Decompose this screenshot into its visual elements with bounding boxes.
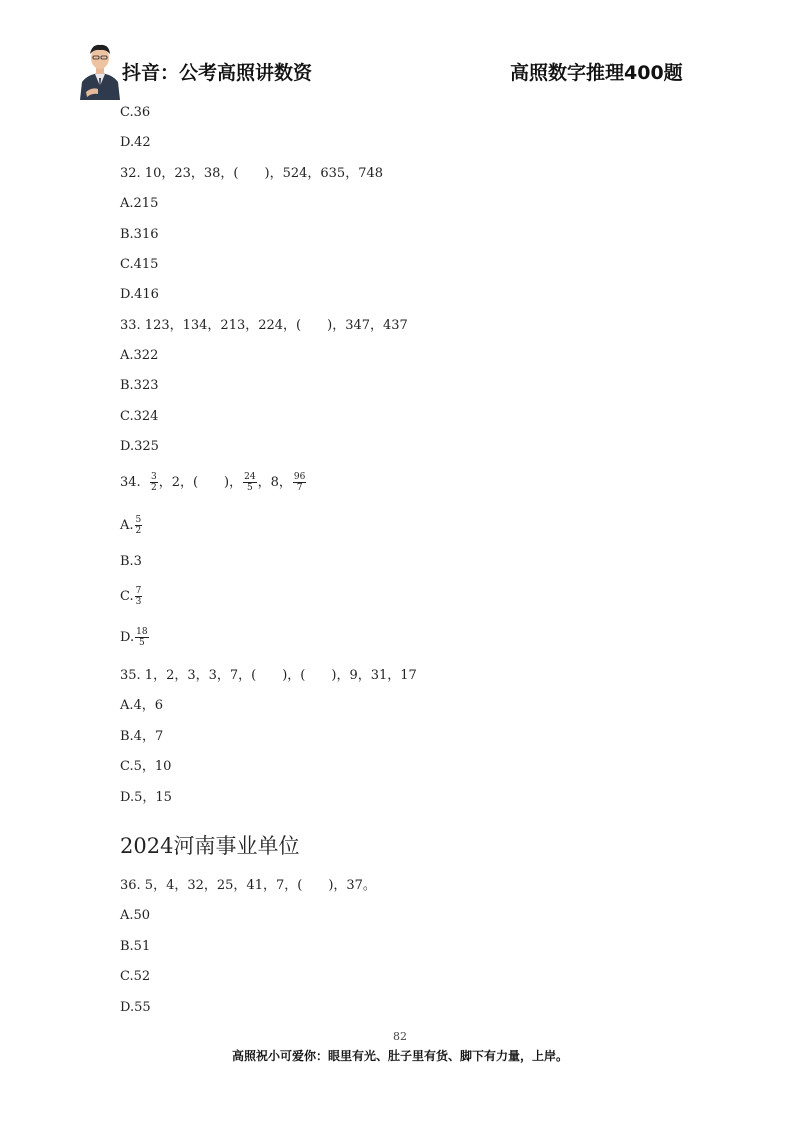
question-33: 33. 123，134，213，224，( )，347，437 [120,318,408,333]
option-b-36: B.51 [120,939,151,954]
option-c-32: C.415 [120,257,159,272]
fraction: $\frac{24}{5}$ [244,472,256,493]
fraction: $\frac{5}{2}$ [135,515,142,536]
author-avatar [78,42,122,100]
option-a-32: A.215 [120,196,159,211]
fraction: $\frac{7}{3}$ [135,586,142,607]
option-c-34: C. $\frac{7}{3}$ [120,586,142,607]
option-c-31: C.36 [120,105,151,120]
option-c-33: C.324 [120,409,159,424]
option-a-36: A.50 [120,908,151,923]
option-a-33: A.322 [120,348,159,363]
option-d-32: D.416 [120,287,159,302]
question-34-number: 34. [120,475,141,490]
option-b-32: B.316 [120,227,159,242]
option-d-31: D.42 [120,135,151,150]
option-c-36: C.52 [120,969,151,984]
header-book-title: 高照数字推理400题 [510,62,683,84]
option-c-35: C.5，10 [120,759,172,774]
fraction: $\frac{96}{7}$ [293,472,306,493]
question-36: 36. 5，4，32，25，41，7，( )，37。 [120,878,376,893]
option-d-36: D.55 [120,1000,151,1015]
footer-slogan: 高照祝小可爱你：眼里有光、肚子里有货、脚下有力量，上岸。 [231,1049,568,1063]
option-d-33: D.325 [120,439,159,454]
question-32: 32. 10，23，38，( )，524，635，748 [120,166,384,181]
question-35: 35. 1，2，3，3，7，( )，( )，9，31，17 [120,668,417,683]
fraction: $\frac{3}{2}$ [150,472,157,493]
option-a-35: A.4，6 [120,698,164,713]
header-channel: 抖音：公考高照讲数资 [122,62,313,84]
option-d-34: D. $\frac{18}{5}$ [120,627,148,648]
section-title: 2024河南事业单位 [120,834,300,858]
option-a-34: A. $\frac{5}{2}$ [120,515,142,536]
option-d-35: D.5，15 [120,790,172,805]
fraction: $\frac{18}{5}$ [136,627,148,648]
question-34-text: ，8， [257,475,292,490]
page-number: 82 [393,1030,407,1043]
question-34 [120,472,307,493]
option-b-34: B.3 [120,554,142,569]
option-b-35: B.4，7 [120,729,164,744]
question-34-text: ，2，( )， [158,475,243,490]
option-b-33: B.323 [120,378,159,393]
